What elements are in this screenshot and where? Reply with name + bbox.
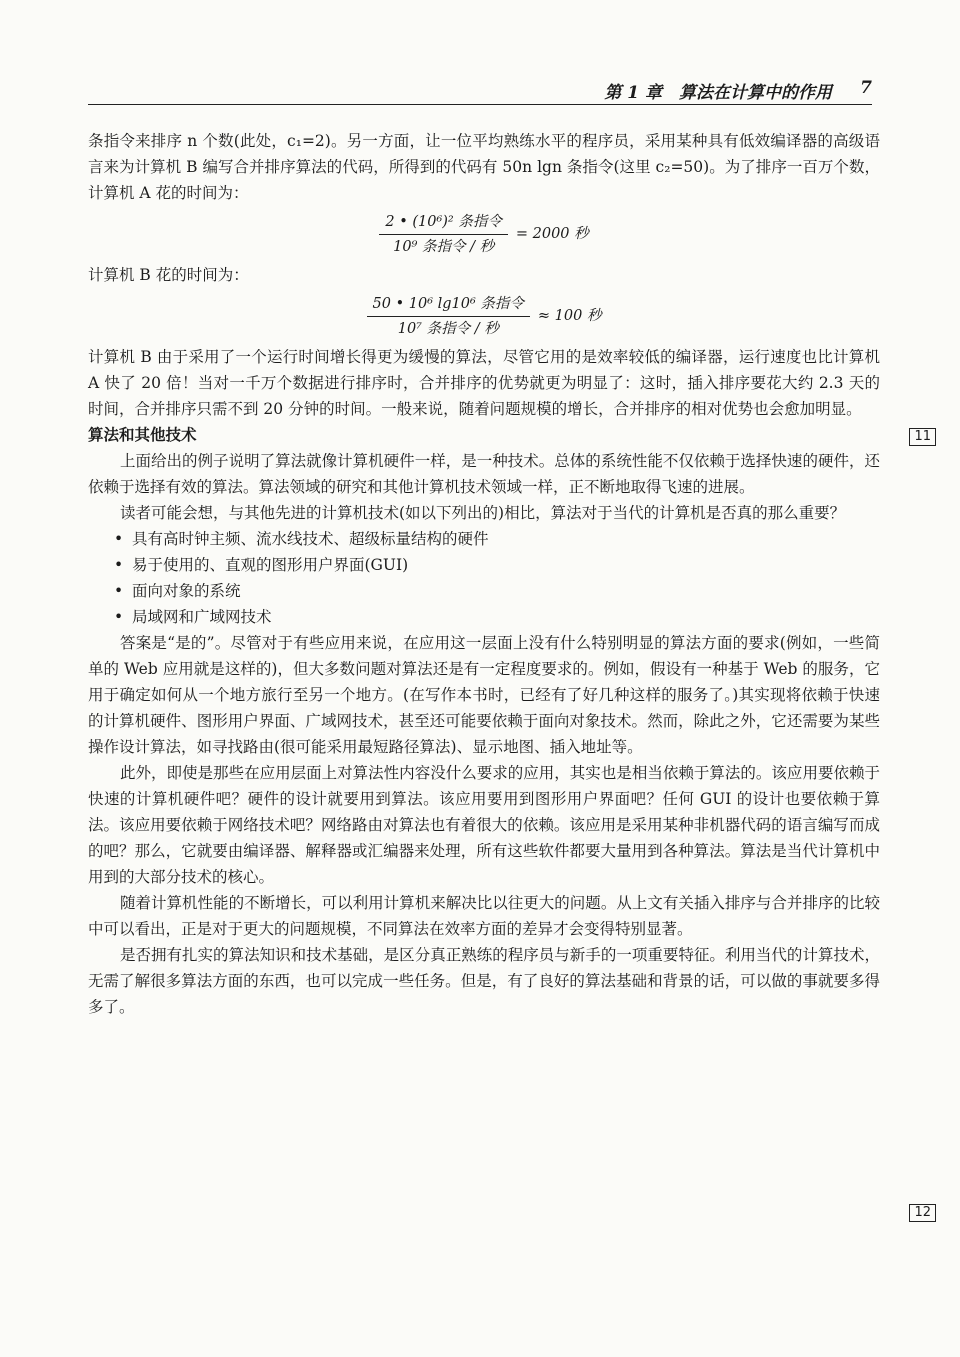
formula-computer-b <box>88 288 880 344</box>
paragraph-2: 计算机 B 花的时间为： <box>88 266 249 284</box>
page-body <box>88 128 880 1020</box>
margin-page-marker: 11 <box>909 428 936 446</box>
paragraph-3: 计算机 B 由于采用了一个运行时间增长得更为缓慢的算法，尽管它用的是效率较低的编译器，运行速度也比计算机 A 快了 20 倍！当对一千万个数据进行排序时，合并排序的优势就更为明显了：这时，插入排序要花大约 2.3 天的时间，合并排序只需不到 20 分钟的时间。一般来说，随着问题规模的增长，合并排序的相对优势也会愈加明显。 <box>88 348 880 418</box>
fraction-denominator: 10⁷ 条指令 / 秒 <box>397 320 499 337</box>
fraction-numerator: 2 • (10⁶)² 条指令 <box>379 212 508 235</box>
fraction-numerator: 50 • 10⁶ lg10⁶ 条指令 <box>367 294 530 317</box>
paragraph-9: 是否拥有扎实的算法知识和技术基础，是区分真正熟练的程序员与新手的一项重要特征。利用当代的计算技术，无需了解很多算法方面的东西，也可以完成一些任务。但是，有了良好的算法基础和背景的话，可以做的事就要多得多了。 <box>88 946 880 1016</box>
paragraph-6: 答案是“是的”。尽管对于有些应用来说，在应用这一层面上没有什么特别明显的算法方面的要求(例如，一些简单的 Web 应用就是这样的)，但大多数问题对算法还是有一定程度要求的。例如，假设有一种基于 Web 的服务，它用于确定如何从一个地方旅行至另一个地方。(在写作本书时，已经有了好几种这样的服务了。)其实现将依赖于快速的计算机硬件、图形用户界面、广域网技术，甚至还可能要依赖于面向对象技术。然而，除此之外，它还需要为某些操作设计算法，如寻找路由(很可能采用最短路径算法)、显示地图、插入地址等。 <box>88 634 880 756</box>
formula-result: ≈ 100 秒 <box>537 308 602 324</box>
list-item: • 具有高时钟主频、流水线技术、超级标量结构的硬件 <box>132 526 880 552</box>
list-item: • 易于使用的、直观的图形用户界面(GUI) <box>132 552 880 578</box>
bullet-list <box>88 526 880 630</box>
paragraph-5: 读者可能会想，与其他先进的计算机技术(如以下列出的)相比，算法对于当代的计算机是否真的那么重要？ <box>120 504 846 522</box>
fraction <box>367 294 530 339</box>
fraction-denominator: 10⁹ 条指令 / 秒 <box>393 238 495 255</box>
fraction <box>379 212 508 257</box>
page-number: 7 <box>860 78 872 98</box>
formula-computer-a <box>88 206 880 262</box>
chapter-title: 第 1 章 算法在计算中的作用 <box>604 83 832 103</box>
paragraph-7: 此外，即使是那些在应用层面上对算法性内容没什么要求的应用，其实也是相当依赖于算法的。该应用要依赖于快速的计算机硬件吧？硬件的设计就要用到算法。该应用要用到图形用户界面吧？任何 GUI 的设计也要依赖于算法。该应用要依赖于网络技术吧？网络路由对算法也有着很大的依赖。该应用是采用某种非机器代码的语言编写而成的吧？那么，它就要由编译器、解释器或汇编器来处理，所有这些软件都要大量用到各种算法。算法是当代计算机中用到的大部分技术的核心。 <box>88 764 880 886</box>
section-title: 算法和其他技术 <box>88 425 197 444</box>
paragraph-1: 条指令来排序 n 个数(此处，c₁=2)。另一方面，让一位平均熟练水平的程序员，采用某种具有低效编译器的高级语言来为计算机 B 编写合并排序算法的代码，所得到的代码有 50n lgn 条指令(这里 c₂=50)。为了排序一百万个数，计算机 A 花的时间为： <box>88 132 880 202</box>
margin-page-marker: 12 <box>909 1204 936 1222</box>
formula-result: = 2000 秒 <box>515 226 589 242</box>
list-item: • 面向对象的系统 <box>132 578 880 604</box>
paragraph-4: 上面给出的例子说明了算法就像计算机硬件一样，是一种技术。总体的系统性能不仅依赖于选择快速的硬件，还依赖于选择有效的算法。算法领域的研究和其他计算机技术领域一样，正不断地取得飞速的进展。 <box>88 452 880 496</box>
running-header <box>88 74 872 105</box>
paragraph-8: 随着计算机性能的不断增长，可以利用计算机来解决比以往更大的问题。从上文有关插入排序与合并排序的比较中可以看出，正是对于更大的问题规模，不同算法在效率方面的差异才会变得特别显著。 <box>88 894 880 938</box>
list-item: • 局域网和广域网技术 <box>132 604 880 630</box>
